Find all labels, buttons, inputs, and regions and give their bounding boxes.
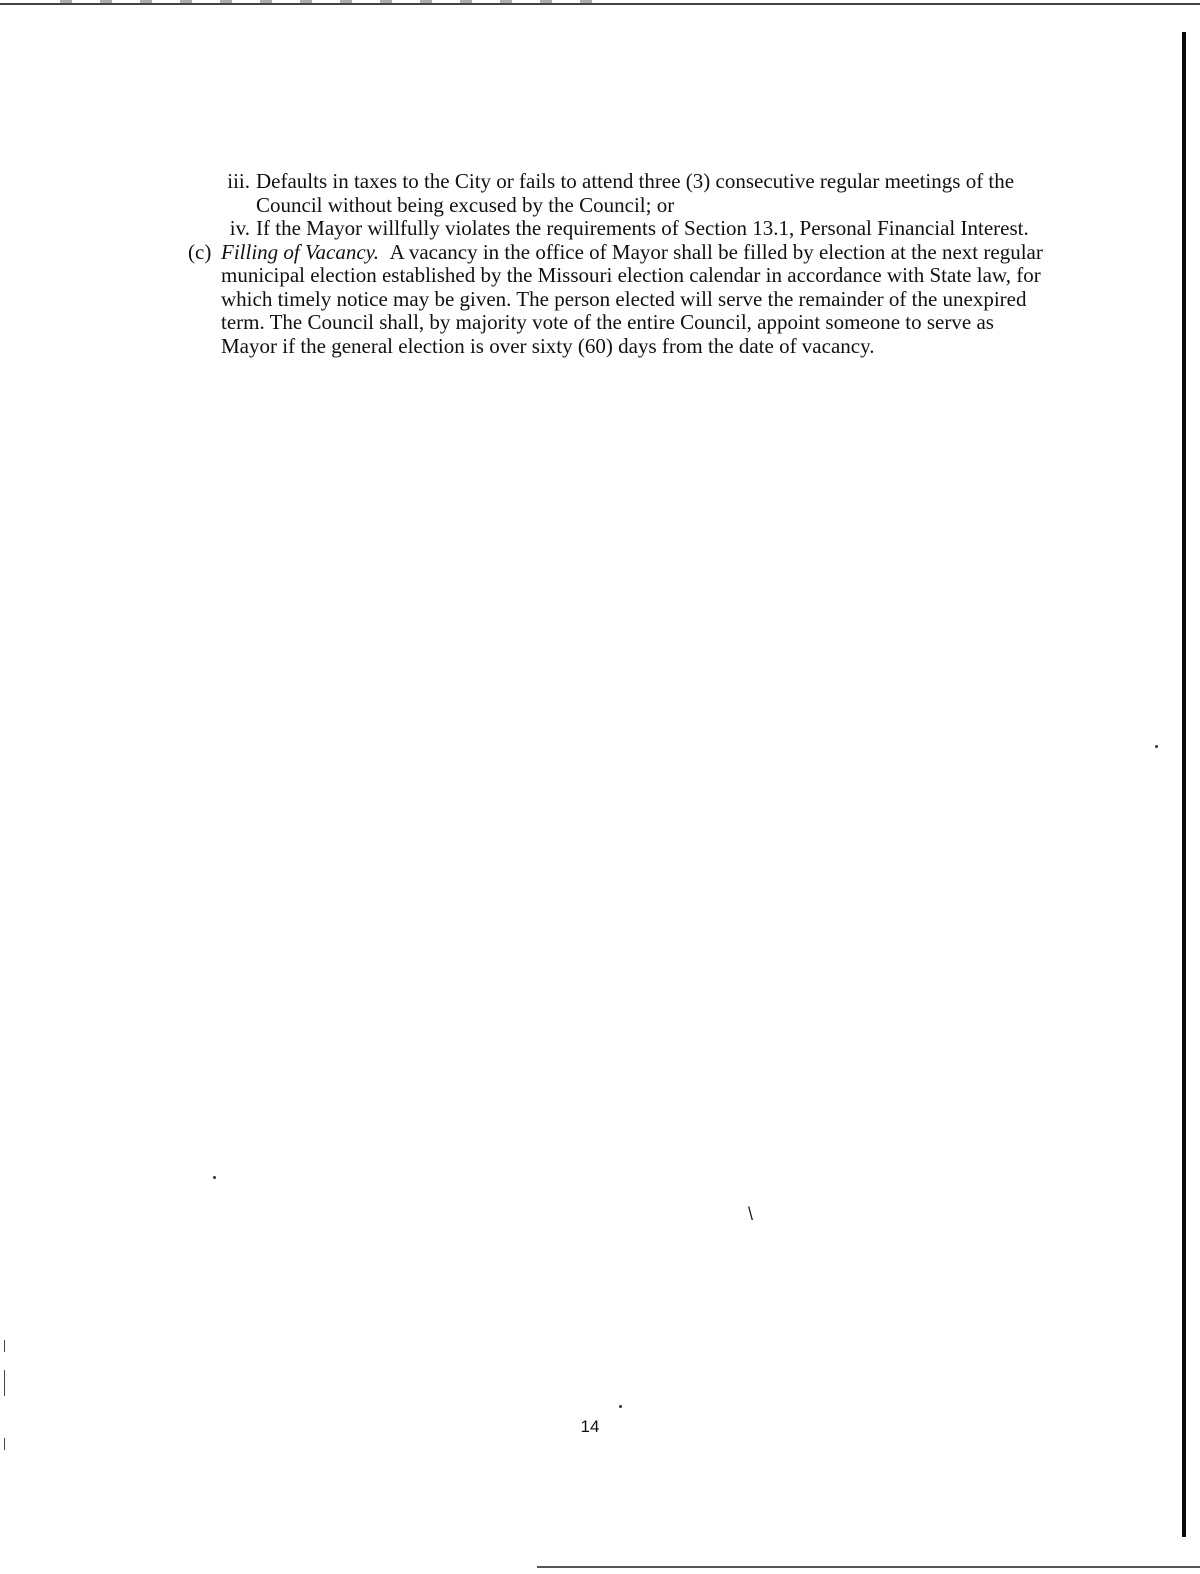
list-item-text: Defaults in taxes to the City or fails to attend three (3) consecutive regular meetings of the Council without being excused by the Council; or [256, 169, 1015, 217]
list-number: iv. [229, 216, 250, 240]
bottom-scan-rule [537, 1566, 1200, 1568]
page-number: 14 [580, 1417, 600, 1436]
top-scan-artifact [60, 0, 620, 3]
document-body [0, 170, 1200, 358]
stray-backslash-mark: \ [748, 1204, 754, 1224]
list-number: iii. [227, 169, 250, 193]
section-text: A vacancy in the office of Mayor shall be filled by election at the next regular municipal election established by the Missouri election calendar in accordance with State law, for which timely notice may be given. The person elected will serve the remainder of the unexpired term. The Council shall, by majority vote of the entire Council, appoint someone to serve as Mayor if the general election is over sixty (60) days from the date of vacancy. [221, 239, 1043, 358]
list-item-text: If the Mayor willfully violates the requirements of Section 13.1, Personal Financial Interest. [256, 216, 1029, 240]
section-c-filling-of-vacancy [0, 241, 1051, 359]
top-scan-rule [0, 3, 1200, 5]
section-paragraph [221, 241, 1051, 359]
list-item-iv [0, 217, 1046, 241]
scan-speck [1155, 745, 1158, 748]
left-scan-mark [4, 1438, 5, 1450]
scan-speck [619, 1405, 622, 1408]
left-scan-mark [4, 1370, 5, 1396]
left-scan-mark [4, 1340, 5, 1352]
list-item-iii [0, 170, 1046, 217]
section-label: (c) [188, 239, 212, 264]
section-heading: Filling of Vacancy. [221, 239, 380, 264]
scan-speck [213, 1176, 216, 1179]
